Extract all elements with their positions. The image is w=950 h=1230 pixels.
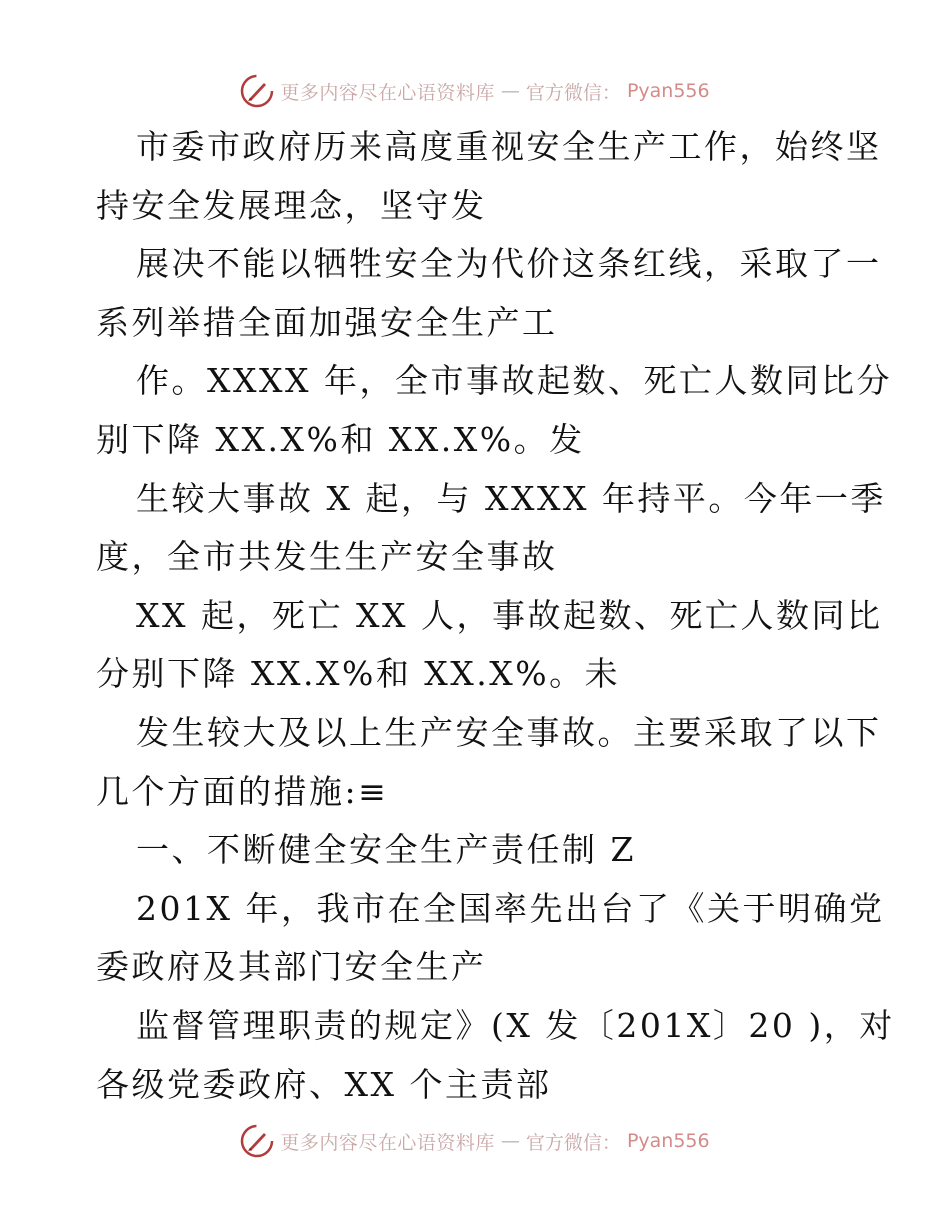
quill-pen-logo-icon [240, 1124, 274, 1158]
banner-separator: — [500, 1130, 520, 1152]
header-banner [0, 74, 950, 108]
document-body [96, 118, 895, 1114]
document-line: 分别下降 XX.X%和 XX.X%。未 [96, 654, 621, 694]
document-line: 别下降 XX.X%和 XX.X%。发 [96, 419, 585, 459]
banner-separator: — [500, 80, 520, 102]
document-line: 委政府及其部门安全生产 [96, 947, 487, 987]
document-line: 展决不能以牺牲安全为代价这条红线，采取了一 [136, 244, 882, 284]
document-line: 几个方面的措施:≡ [96, 771, 389, 811]
document-line: 系列举措全面加强安全生产工 [96, 302, 558, 342]
document-line: 市委市政府历来高度重视安全生产工作，始终坚 [136, 127, 882, 166]
document-line: 持安全发展理念，坚守发 [96, 185, 487, 225]
footer-banner [0, 1124, 950, 1158]
banner-text: 更多内容尽在心语资料库 [280, 1131, 495, 1154]
quill-pen-logo-icon [240, 74, 274, 108]
document-line: 生较大事故 X 起，与 XXXX 年持平。今年一季 [136, 478, 886, 518]
section-heading: 一、不断健全安全生产责任制 Z [136, 830, 636, 870]
banner-wechat-label: 官方微信： [525, 81, 621, 104]
document-line: 作。XXXX 年，全市事故起数、死亡人数同比分 [136, 361, 892, 401]
document-line: 监督管理职责的规定》(X 发〔201X〕20 )，对 [136, 1005, 895, 1045]
banner-text: 更多内容尽在心语资料库 [280, 81, 495, 104]
document-line: 发生较大及以上生产安全事故。主要采取了以下 [136, 712, 882, 752]
document-line: 201X 年，我市在全国率先出台了《关于明确党 [136, 888, 885, 928]
document-line: 各级党委政府、XX 个主责部 [96, 1064, 552, 1104]
document-line: 度，全市共发生生产安全事故 [96, 537, 558, 577]
document-line: XX 起，死亡 XX 人，事故起数、死亡人数同比 [136, 595, 883, 635]
banner-wechat-label: 官方微信： [525, 1131, 621, 1154]
banner-account: Pyan556 [626, 80, 710, 102]
banner-account: Pyan556 [626, 1130, 710, 1152]
